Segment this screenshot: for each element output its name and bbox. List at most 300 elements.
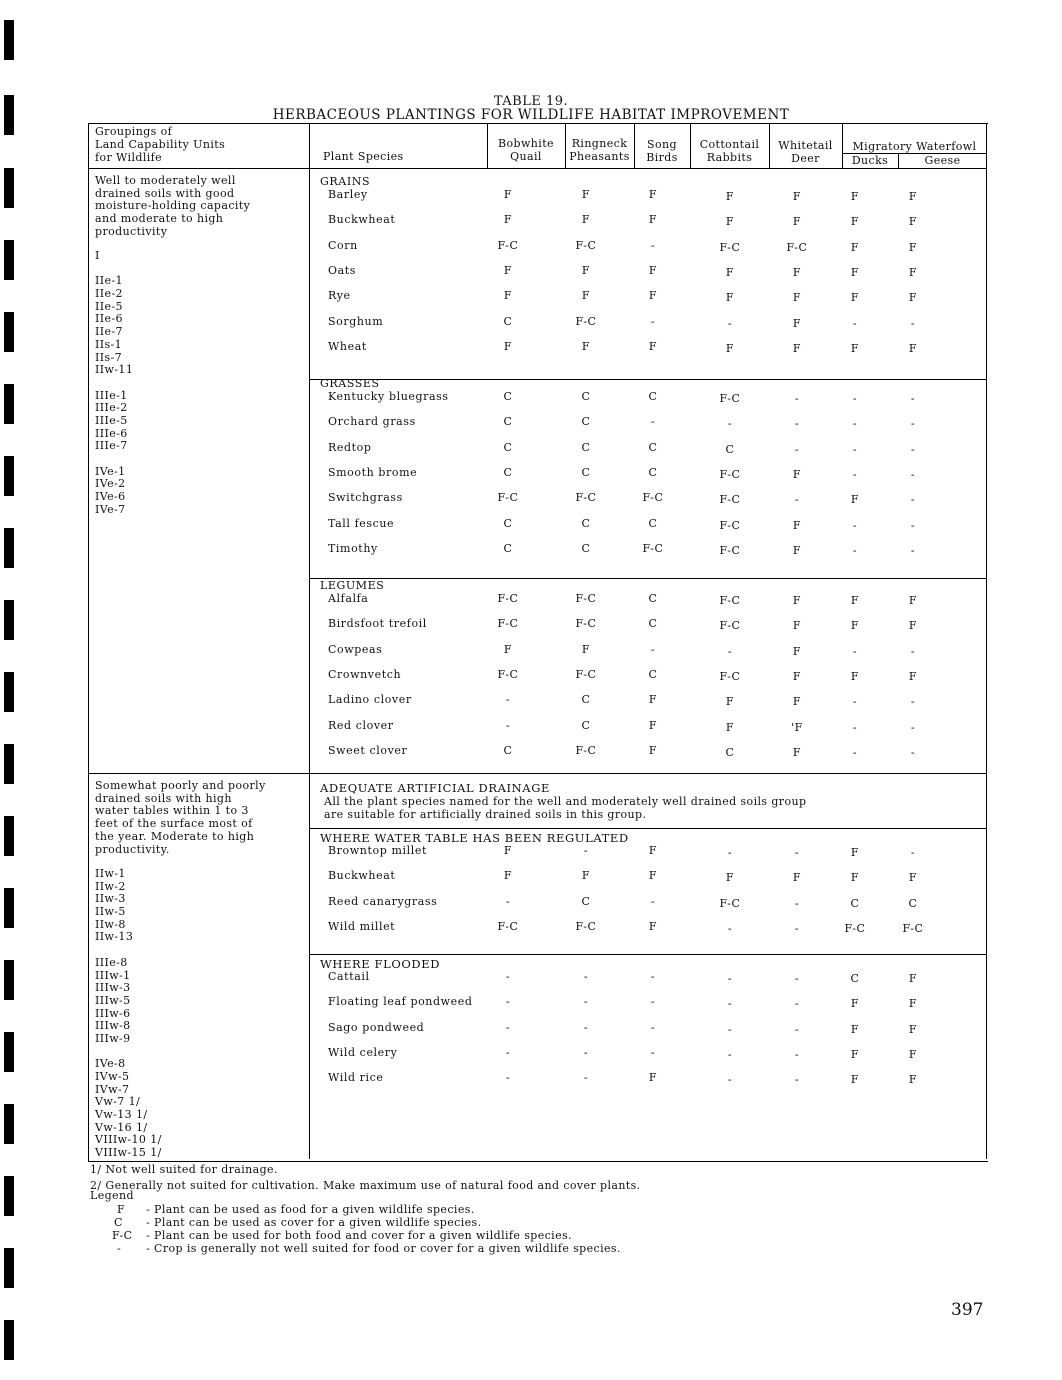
table-row [309,643,988,657]
rating-cell: - [583,1071,589,1085]
capability-unit: Vw-7 1/ [95,1095,141,1109]
rating-cell: - [794,846,800,859]
table-row [309,415,988,429]
table-row [309,239,988,253]
rating-cell: - [650,238,656,252]
rating-cell: - [505,1045,511,1059]
rating-cell: F [908,594,918,607]
rating-cell: F [850,997,860,1011]
songbirds-header: Song Birds [646,138,678,164]
rating-cell: F-C [719,493,741,507]
rating-cell: C [648,465,658,479]
rating-cell: F [792,467,802,481]
rating-cell: F-C [786,240,808,254]
capability-unit: IVe-8 [95,1057,126,1071]
rating-cell: - [727,921,733,935]
rating-cell: C [850,896,860,910]
table-row [309,1071,988,1085]
rating-cell: - [505,1071,511,1085]
rating-cell: F [850,1073,860,1087]
binder-mark [4,456,14,496]
rating-cell: F-C [575,617,597,631]
plant-name: Corn [328,238,358,252]
capability-unit: IIIe-8 [95,955,128,969]
rating-cell: - [727,316,733,330]
rating-cell: F [581,339,591,353]
capability-unit: IIe-5 [95,299,123,313]
rating-cell: - [910,543,916,557]
rating-cell: - [650,1020,656,1034]
capability-unit: IVe-7 [95,502,126,516]
rating-cell: C [503,415,513,429]
table-row [309,719,988,733]
capability-unit: IVw-5 [95,1070,130,1083]
rating-cell: F [908,972,918,985]
rating-cell: F [850,493,860,507]
table-row [309,466,988,480]
rating-cell: F-C [575,238,597,252]
plant-name: Wild millet [328,919,396,933]
rating-cell: C [581,465,591,479]
plant-name: Switchgrass [328,491,403,505]
plant-name: Red clover [328,718,394,732]
table-row [309,517,988,531]
rating-cell: C [503,541,513,555]
rating-cell: C [503,743,513,757]
capability-unit: IIw-1 [95,867,126,880]
rating-cell: C [581,541,591,555]
rating-cell: - [794,1022,800,1036]
rating-cell: - [794,997,800,1011]
rating-cell: - [794,493,800,507]
group1-description: Well to moderately well drained soils with good moisture-holding capacity and moderate to high productivity [95,174,251,238]
capability-unit: I [95,249,100,262]
capability-unit: IIs-1 [95,337,123,351]
rating-cell: - [852,695,858,709]
capability-unit: IIe-7 [95,325,123,339]
table-row [309,491,988,505]
footnote-2: 2/ Generally not suited for cultivation. Make maximum use of natural food and cover plants. [90,1179,641,1192]
rating-cell: - [794,1073,800,1087]
rating-cell: - [727,1073,733,1087]
plant-species-header: Plant Species [323,150,404,163]
rating-cell: F [850,871,860,885]
capability-unit: IIw-2 [95,879,126,893]
rating-cell: - [910,720,916,734]
plant-name: Alfalfa [328,592,369,605]
capability-unit: VIIIw-15 1/ [95,1146,162,1160]
rating-cell: F-C [844,921,866,935]
group2-codes [95,868,175,1160]
quail-header: Bobwhite Quail [498,137,554,163]
plant-name: Wild celery [328,1045,398,1059]
rating-cell: F [792,644,802,658]
plant-name: Smooth brome [328,465,418,479]
rating-cell: F-C [719,543,741,557]
rating-cell: C [725,745,735,759]
rating-cell: F-C [719,467,741,481]
rating-cell: F-C [719,619,741,633]
section-flooded: WHERE FLOODED [320,957,441,971]
legend-code: F [117,1203,126,1216]
capability-unit: IIIw-3 [95,981,131,995]
rating-cell: F [503,289,513,303]
rating-cell: - [650,894,656,908]
table-row [309,592,988,606]
section-grasses: GRASSES [320,377,380,390]
binder-mark [4,600,14,640]
capability-unit: IIIe-1 [95,388,128,402]
legend-text: - Plant can be used for both food and cover for a given wildlife species. [146,1229,572,1242]
rating-cell: F [648,693,658,707]
table-row [309,869,988,883]
rating-cell: - [852,467,858,481]
rating-cell: F [792,695,802,709]
capability-unit: IIw-13 [95,930,134,944]
rating-cell: - [650,1045,656,1059]
habitat-table [88,123,988,1162]
rating-cell: F [792,543,802,557]
rating-cell: F-C [497,238,519,252]
rating-cell: F [908,997,918,1011]
rating-cell: F [581,869,591,883]
rating-cell: F [503,642,513,656]
rating-cell: - [505,1020,511,1034]
rating-cell: F-C [719,518,741,532]
rating-cell: F [850,190,860,203]
binder-mark [4,528,14,568]
capability-unit: IVe-1 [95,464,126,478]
rating-cell: - [852,442,858,456]
capability-unit: IIIw-1 [95,968,131,982]
plant-name: Reed canarygrass [328,894,438,908]
binder-mark [4,1104,14,1144]
rating-cell: F [792,190,802,203]
rating-cell: F [725,871,735,885]
plant-name: Buckwheat [328,213,396,227]
binder-mark [4,888,14,928]
rating-cell: - [505,718,511,732]
rating-cell: - [583,1020,589,1034]
binder-mark [4,240,14,280]
plant-name: Sorghum [328,314,384,328]
rating-cell: - [650,970,656,983]
plant-name: Floating leaf pondweed [328,995,473,1009]
rating-cell: F [850,846,860,859]
rating-cell: F [908,1022,918,1036]
rating-cell: F [503,213,513,227]
legend-text: - Crop is generally not well suited for food or cover for a given wildlife species. [146,1242,621,1255]
rating-cell: F [648,213,658,227]
plant-name: Tall fescue [328,516,395,530]
capability-unit: IIw-8 [95,917,126,931]
rating-cell: - [852,518,858,532]
rating-cell: F [850,291,860,305]
rating-cell: - [727,1022,733,1036]
rating-cell: F [648,289,658,303]
geese-header: Geese [924,154,961,167]
table-row [309,844,988,858]
rating-cell: F-C [497,617,519,631]
rating-cell: - [727,1047,733,1061]
rating-cell: F [725,265,735,279]
rating-cell: F [850,619,860,633]
plant-name: Barley [328,188,368,201]
rating-cell: F [581,263,591,277]
rating-cell: F [792,518,802,532]
plant-name: Buckwheat [328,869,396,883]
plant-name: Oats [328,263,357,277]
rating-cell: - [852,543,858,557]
capability-unit: VIIIw-10 1/ [95,1133,162,1147]
group2-description: Somewhat poorly and poorly drained soils with high water tables within 1 to 3 feet of the surface most of the year. Moderate to high productivity. [95,779,266,856]
ducks-header: Ducks [851,154,889,167]
table-row [309,315,988,329]
capability-unit: IIIw-6 [95,1006,131,1020]
rating-cell: F-C [497,667,519,681]
rating-cell: C [581,516,591,530]
group1-codes [95,250,175,516]
rating-cell: F [792,291,802,305]
rating-cell: F-C [497,592,519,605]
page-number: 397 [951,1300,984,1320]
rating-cell: - [910,442,916,456]
rating-cell: - [727,644,733,658]
binder-mark [4,672,14,712]
binder-mark [4,960,14,1000]
rating-cell: - [852,316,858,330]
rating-cell: F [792,316,802,330]
rating-cell: - [794,896,800,910]
rating-cell: C [503,465,513,479]
table-row [309,668,988,682]
rating-cell: F-C [719,896,741,910]
rating-cell: F [648,188,658,201]
rating-cell: F [792,594,802,607]
rating-cell: - [910,695,916,709]
rating-cell: - [505,970,511,983]
rating-cell: F [725,341,735,355]
binder-mark [4,1248,14,1288]
rating-cell: - [650,415,656,429]
rating-cell: C [503,516,513,530]
rating-cell: - [852,644,858,658]
legend-text: - Plant can be used as cover for a given wildlife species. [146,1216,482,1229]
plant-name: Wheat [328,339,367,353]
rating-cell: F [725,215,735,229]
rating-cell: - [505,693,511,707]
rating-cell: - [852,392,858,405]
rating-cell: F [908,669,918,683]
rating-cell: - [910,392,916,405]
rating-cell: F-C [719,594,741,607]
waterfowl-header: Migratory Waterfowl [852,140,977,153]
rating-cell: F [850,1047,860,1061]
rating-cell: F [908,291,918,305]
rating-cell: C [648,516,658,530]
plant-name: Crownvetch [328,667,402,681]
legend-code: F-C [112,1229,133,1242]
table-row [309,213,988,227]
pheasants-header: Ringneck Pheasants [569,137,630,163]
plant-name: Cattail [328,970,370,983]
table-row [309,1021,988,1035]
capability-unit: IIw-3 [95,892,126,906]
plant-name: Orchard grass [328,415,416,429]
rabbits-header: Cottontail Rabbits [699,138,760,164]
plant-name: Sweet clover [328,743,408,757]
rating-cell: F-C [575,667,597,681]
rating-cell: C [581,693,591,707]
rating-cell: F [648,743,658,757]
table-row [309,289,988,303]
rating-cell: F [850,669,860,683]
rating-cell: C [725,442,735,456]
rating-cell: F [581,642,591,656]
rating-cell: F [648,339,658,353]
capability-unit: IVe-2 [95,477,126,491]
plant-name: Cowpeas [328,642,383,656]
deer-header: Whitetail Deer [778,139,833,165]
table-row [309,895,988,909]
rating-cell: C [648,440,658,454]
rating-cell: C [648,667,658,681]
plant-name: Redtop [328,440,372,454]
rating-cell: - [794,1047,800,1061]
rating-cell: F [648,919,658,933]
rating-cell: F [908,619,918,633]
rating-cell: - [583,844,589,857]
rating-cell: F [850,1022,860,1036]
rating-cell: C [581,390,591,403]
rating-cell: F-C [642,541,664,555]
capability-unit: IVe-6 [95,490,126,504]
rating-cell: F [648,718,658,732]
rating-cell: C [648,390,658,403]
capability-unit: IIIe-7 [95,439,128,453]
rating-cell: F [850,215,860,229]
section-grains: GRAINS [320,175,371,188]
rating-cell: - [650,642,656,656]
rating-cell: - [794,392,800,405]
table-row [309,188,988,202]
plant-name: Timothy [328,541,378,555]
rating-cell: F [581,188,591,201]
rating-cell: F [792,265,802,279]
rating-cell: F [581,213,591,227]
rating-cell: - [505,894,511,908]
rating-cell: C [581,718,591,732]
rating-cell: C [648,592,658,605]
rating-cell: F-C [902,921,924,935]
rating-cell: - [583,1045,589,1059]
rating-cell: F [725,291,735,305]
rating-cell: - [852,745,858,759]
capability-unit: IIIw-9 [95,1031,131,1045]
capability-unit: Vw-16 1/ [95,1120,148,1134]
capability-unit: IIIw-8 [95,1019,131,1033]
rating-cell: F [850,594,860,607]
rating-cell: F-C [497,919,519,933]
rating-cell: F [581,289,591,303]
rating-cell: F [648,263,658,277]
footnote-1: 1/ Not well suited for drainage. [90,1163,278,1176]
rating-cell: F [792,341,802,355]
rating-cell: - [852,417,858,431]
capability-unit: IIIe-5 [95,413,128,427]
rating-cell: 'F [791,720,803,734]
rating-cell: F [908,871,918,885]
table-row [309,617,988,631]
binder-mark [4,168,14,208]
rating-cell: F [792,619,802,633]
rating-cell: F [503,869,513,883]
rating-cell: - [910,846,916,859]
rating-cell: C [581,894,591,908]
rating-cell: F [503,263,513,277]
binder-mark [4,312,14,352]
rating-cell: - [505,995,511,1009]
capability-unit: Vw-13 1/ [95,1108,148,1122]
table-row [309,970,988,984]
rating-cell: F [850,341,860,355]
rating-cell: F [908,240,918,254]
rating-cell: F [850,265,860,279]
rating-cell: - [794,442,800,456]
capability-unit: IIs-7 [95,350,123,364]
rating-cell: F [648,1071,658,1085]
table-row [309,340,988,354]
plant-name: Rye [328,289,351,303]
table-title: HERBACEOUS PLANTINGS FOR WILDLIFE HABITAT IMPROVEMENT [272,107,790,123]
capability-unit: IIIe-6 [95,426,128,440]
rating-cell: F-C [575,919,597,933]
rating-cell: - [910,644,916,658]
legend-title: Legend [90,1189,134,1202]
legend-code: - [117,1242,122,1255]
rating-cell: F-C [497,491,519,505]
rating-cell: - [727,417,733,431]
section-drainage: ADEQUATE ARTIFICIAL DRAINAGE [320,781,550,795]
drainage-note: All the plant species named for the well and moderately well drained soils group are suitable for artificially drained soils in this group. [324,795,807,821]
rating-cell: F [908,1073,918,1087]
rating-cell: - [727,972,733,985]
table-row [309,441,988,455]
rating-cell: - [852,720,858,734]
plant-name: Kentucky bluegrass [328,390,449,403]
rating-cell: C [850,972,860,985]
groupings-header: Groupings of Land Capability Units for Wildlife [95,125,226,164]
rating-cell: F-C [719,392,741,405]
legend-text: - Plant can be used as food for a given wildlife species. [146,1203,475,1216]
rating-cell: F-C [575,743,597,757]
plant-name: Birdsfoot trefoil [328,617,427,631]
rating-cell: F [908,341,918,355]
table-row [309,744,988,758]
rating-cell: - [794,972,800,985]
rating-cell: F-C [642,491,664,505]
rating-cell: - [910,518,916,532]
rating-cell: - [727,846,733,859]
section-regulated: WHERE WATER TABLE HAS BEEN REGULATED [320,831,629,845]
legend-code: C [114,1216,123,1229]
table-row [309,693,988,707]
rating-cell: F [792,745,802,759]
rating-cell: F-C [719,669,741,683]
rating-cell: F [908,1047,918,1061]
plant-name: Browntop millet [328,844,427,857]
table-row [309,390,988,404]
